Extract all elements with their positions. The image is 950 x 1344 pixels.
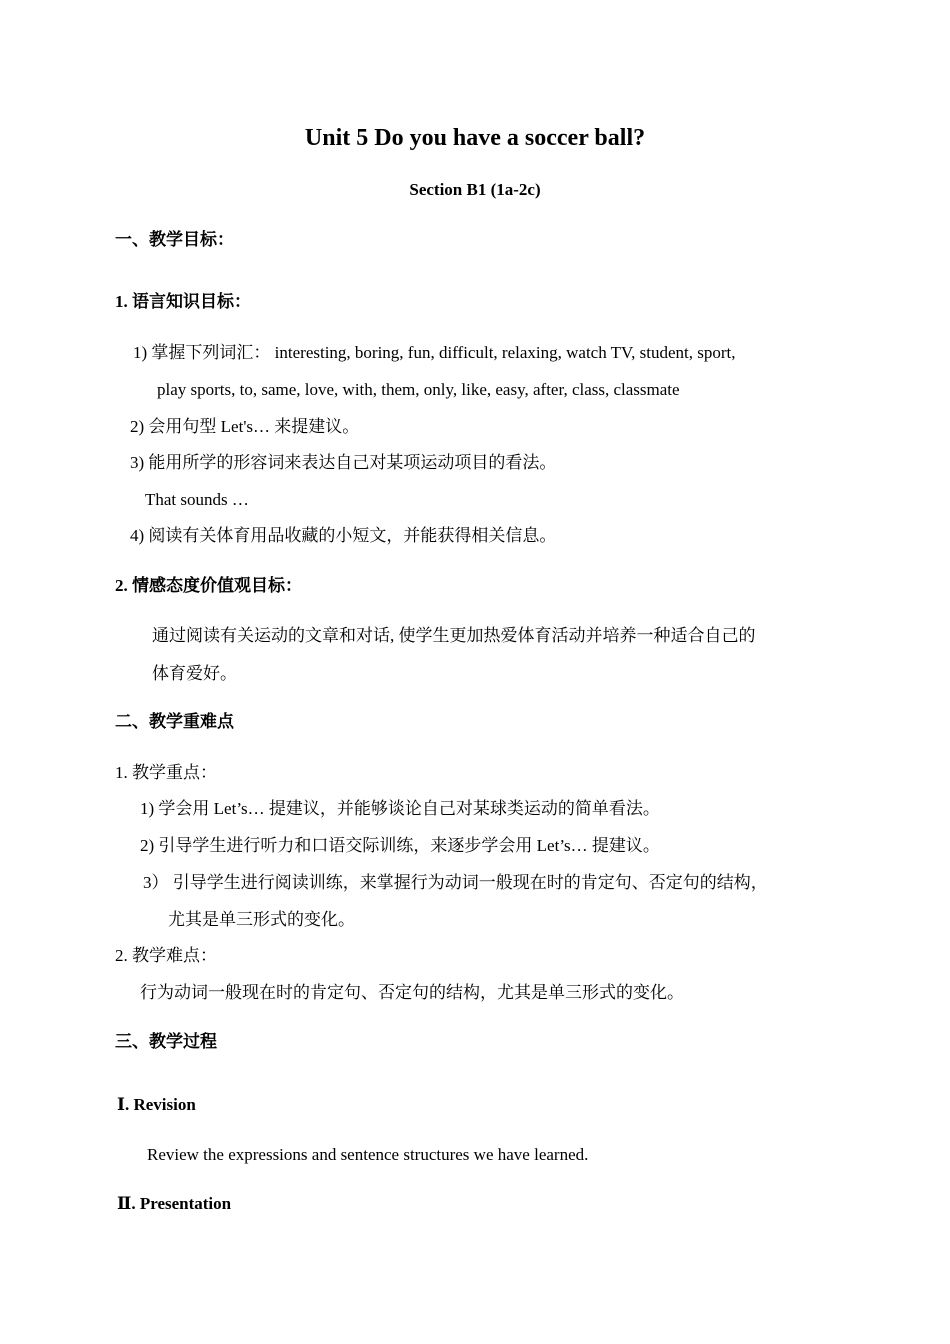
document-subtitle: Section B1 (1a-2c) bbox=[409, 180, 541, 199]
emotion-text-line1: 通过阅读有关运动的文章和对话, 使学生更加热爱体育活动并培养一种适合自己的 bbox=[152, 626, 756, 645]
objectives-heading: 一、教学目标： bbox=[115, 230, 234, 249]
presentation-heading: Ⅱ. Presentation bbox=[117, 1194, 232, 1213]
focus-item-1: 1) 学会用 Let’s… 提建议，并能够谈论自己对某球类运动的简单看法。 bbox=[140, 799, 660, 818]
language-objectives-heading: 1. 语言知识目标： bbox=[115, 292, 251, 311]
reading-item: 4) 阅读有关体育用品收藏的小短文，并能获得相关信息。 bbox=[130, 526, 557, 545]
vocabulary-item-line1: 1) 掌握下列词汇： interesting, boring, fun, difficult, relaxing, watch TV, student, sport, bbox=[133, 343, 736, 362]
process-heading: 三、教学过程 bbox=[115, 1032, 217, 1051]
key-points-heading: 二、教学重难点 bbox=[115, 712, 234, 731]
emotion-objectives-heading: 2. 情感态度价值观目标： bbox=[115, 576, 302, 595]
focus-label: 1. 教学重点： bbox=[115, 763, 217, 782]
revision-text: Review the expressions and sentence structures we have learned. bbox=[147, 1145, 589, 1164]
revision-heading: Ⅰ. Revision bbox=[117, 1095, 196, 1114]
focus-item-3-line2: 尤其是单三形式的变化。 bbox=[168, 910, 355, 929]
vocabulary-item-line2: play sports, to, same, love, with, them, only, like, easy, after, class, classmate bbox=[157, 380, 680, 399]
adjective-item: 3) 能用所学的形容词来表达自己对某项运动项目的看法。 bbox=[130, 453, 557, 472]
sentence-pattern-item: 2) 会用句型 Let's… 来提建议。 bbox=[130, 417, 360, 436]
document-title: Unit 5 Do you have a soccer ball? bbox=[304, 125, 646, 151]
focus-item-2: 2) 引导学生进行听力和口语交际训练，来逐步学会用 Let’s… 提建议。 bbox=[140, 836, 660, 855]
difficulty-text: 行为动词一般现在时的肯定句、否定句的结构，尤其是单三形式的变化。 bbox=[140, 983, 684, 1002]
difficulty-label: 2. 教学难点： bbox=[115, 946, 217, 965]
focus-item-3-line1: 3） 引导学生进行阅读训练，来掌握行为动词一般现在时的肯定句、否定句的结构， bbox=[143, 873, 768, 892]
emotion-text-line2: 体育爱好。 bbox=[152, 664, 237, 683]
adjective-example: That sounds … bbox=[145, 490, 249, 509]
